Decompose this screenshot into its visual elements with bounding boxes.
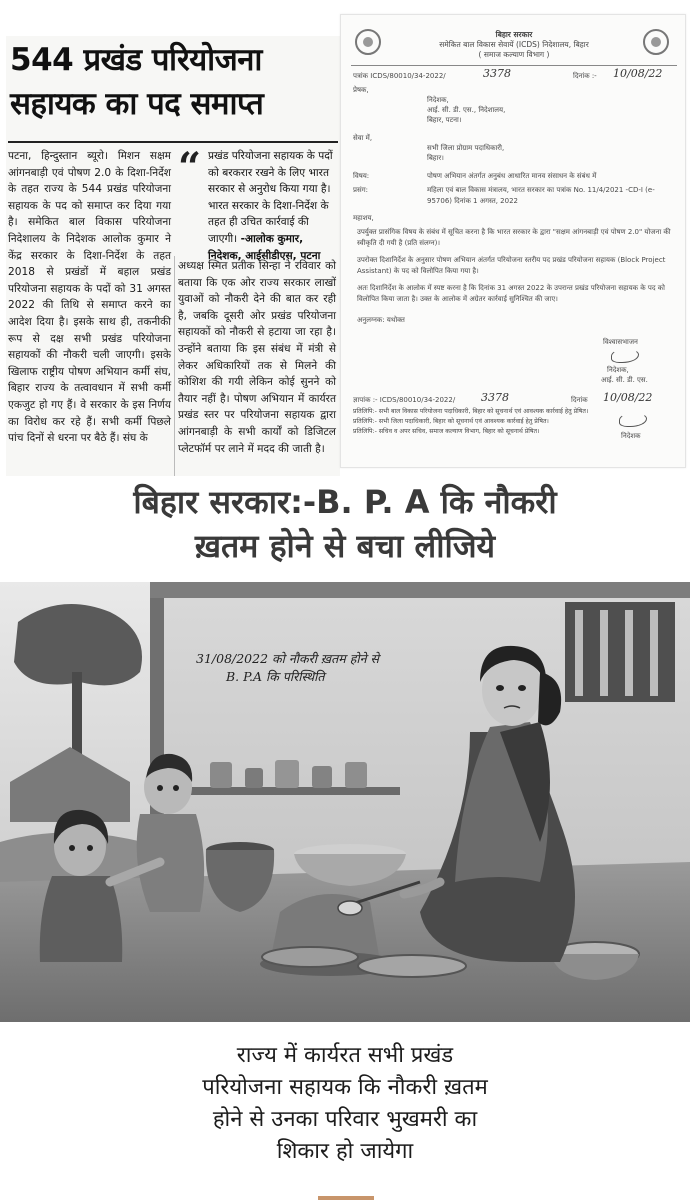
memo-copy-1: प्रतिलिपि:- सभी बाल विकास परियोजना पदाधिकारी, बिहार को सूचनार्थ एवं आवश्यक कार्रवाई हेतु प्रेषित। [353,408,589,415]
clipping-headline [10,38,263,126]
letter-to-2: बिहार। [427,154,444,162]
letterhead-line2: समेकित बाल विकास सेवायें (ICDS) निदेशालय, बिहार [439,40,589,49]
memo-copy-3: प्रतिलिपि:- सचिव व अपर सचिव, समाज कल्याण विभाग, बिहार को सूचनार्थ प्रेषित। [353,428,540,435]
banner-heading [0,476,690,580]
quote-body [208,148,336,264]
footer-line-1: राज्य में कार्यरत सभी प्रखंड [236,1043,454,1068]
memo-date-handwritten: 10/08/22 [603,391,653,404]
signature-icon [611,349,639,363]
column-divider [174,256,175,476]
memo-copy-2: प्रतिलिपि:- सभी जिला पदाधिकारी, बिहार को सूचनार्थ एवं आवश्यक कार्रवाई हेतु प्रेषित। [353,418,549,425]
letterhead-line3: ( समाज कल्याण विभाग ) [478,50,550,59]
clipping-headline-line2: सहायक का पद समाप्त [10,86,264,122]
memo-signature-icon [619,413,647,427]
illustration-caption [196,650,379,686]
letter-date-handwritten: 10/08/22 [613,67,663,80]
letter-from-1: निदेशक, [427,96,449,104]
letter-para-3: अतः दिशानिर्देश के आलोक में स्पष्ट करना है कि दिनांक 31 अगस्त 2022 के उपरान्त प्रखंड परियोजना सहायक के पद को विलोपित किया जाता है। उक्त के आलोक में अग्रेतर कार्रवाई सुनिश्चित की जाए। [357,284,665,303]
government-letter [340,14,686,468]
letter-context-label: प्रसंग: [353,186,369,194]
letter-from-2: आई. सी. डी. एस., निदेशालय, [427,106,506,114]
banner-line-2: ख़तम होने से बचा लीजिये [194,527,496,565]
clipping-rule [8,141,338,143]
letter-ref-handwritten: 3378 [483,67,511,80]
memo-ref-handwritten: 3378 [481,391,509,404]
illustration [0,582,690,1022]
footer-line-2: परियोजना सहायक कि नौकरी ख़तम [202,1075,488,1100]
footer-line-4: शिकार हो जायेगा [276,1139,414,1164]
letter-date-label: दिनांक :- [573,72,597,80]
quote-text: प्रखंड परियोजना सहायक के पदों को बरकरार रखने के लिए भारत सरकार से अनुरोध किया गया है। भारत सरकार के दिशा-निर्देश के तहत ही उचित कार्रवाई की जाएगी। [208,150,333,245]
footer-message [0,1022,690,1200]
clipping-quote [178,144,336,262]
footer-line-3: होने से उनका परिवार भुखमरी का [212,1107,478,1132]
letter-para-2: उपरोक्त दिशानिर्देश के अनुसार पोषण अभियान अंतर्गत परियोजना स्तरीय पद प्रखंड परियोजना सहायक (Block Project Assistant) के पद को विलोपित किया गया है। [357,256,666,275]
letter-para-1: उपर्युक्त प्रासंगिक विषय के संबंध में सूचित करना है कि भारत सरकार के द्वारा "सक्षम आंगनबाड़ी एवं पोषण 2.0" योजना की स्वीकृति दी गयी है (प्रति संलग्न)। [357,228,671,247]
bottom-tab-indicator [318,1196,374,1200]
letterhead-rule [351,65,677,66]
banner-line-1: बिहार सरकार:-B. P. A कि नौकरी [133,483,557,521]
clipping-column-2: अध्यक्ष स्मित प्रतीक सिन्हा ने रविवार को बताया कि एक ओर राज्य सरकार लाखों युवाओं को नौकरी देने की बात कर रही है, जबकि दूसरी ओर प्रखंड परियोजना सहायकों को नौकरी से हटाया जा रहा है। उन्होंने बताया कि इस संबंध में मंत्री से लेकर अधिकारियों तक से मिलने की कोशिश की गयी लेकिन कोई सुनने को तैयार नहीं है। पोषण अभियान में कार्यरत प्रखंड स्तर पर परियोजना सहायक द्वारा आंगनबाड़ी के सभी कार्यों को डिजिटल प्लेटफॉर्म पर लाने में मदद की जाती है। [178,260,336,455]
letter-from-3: बिहार, पटना। [427,116,462,124]
memo-sign-label: निदेशक [621,432,641,440]
letterhead-line1: बिहार सरकार [495,30,533,39]
clipping-column-1: पटना, हिन्दुस्तान ब्यूरो। मिशन सक्षम आंगनबाड़ी एवं पोषण 2.0 के दिशा-निर्देश के तहत राज्य के 544 प्रखंड परियोजना सहायक के पद को समाप्त कर दिया गया है। समेकित बाल विकास परियोजना निदेशालय के निदेशक आलोक कुमार ने केंद्र सरकार के दिशा-निर्देश के तहत 2018 से प्रखंडों में बहाल प्रखंड परियोजना सहायक के पदों को 31 अगस्त 2022 की तिथि से समाप्त करने का आदेश दिया है। इसके साथ ही, तकनीकी रूप से दक्ष सभी प्रखंड परियोजना सहायकों की नौकरी चली जाएगी। इसके खिलाफ राष्ट्रीय पोषण अभियान कर्मी संघ, बिहार राज्य के तत्वावधान में सभी कर्मी एकजुट हो गए हैं। वे सरकार के इस निर्णय का विरोध कर रहे हैं। सभी कर्मी पिछले पांच दिनों से धरना पर बैठे हैं। संघ के [8,150,171,445]
illustration-caption-line2: B. P.A कि परिस्थिति [226,669,325,684]
illustration-caption-line1: 31/08/2022 को नौकरी ख़तम होने से [196,651,379,666]
letter-context: महिला एवं बाल विकास मंत्रालय, भारत सरकार का पत्रांक No. 11/4/2021 -CD-I (e-95706) दिनांक 1 अगस्त, 2022 [427,186,655,205]
letter-closing-2: आई. सी. डी. एस. [601,376,648,384]
letter-closing-1: निदेशक, [607,366,629,374]
letter-subject-label: विषय: [353,172,370,180]
memo-date-label: दिनांक [571,396,588,404]
memo-ref: ज्ञापांक :- ICDS/80010/34-2022/ [353,396,456,404]
state-emblem-icon [355,29,381,55]
letter-ref: पत्रांक ICDS/80010/34-2022/ [353,72,446,80]
icds-logo-icon [643,29,669,55]
kitchen-scene-image [0,582,690,1022]
letter-closing: विश्वासभाजन [603,338,638,346]
letter-to-label: सेवा में, [353,134,373,142]
quote-signature: -आलोक कुमार, निदेशक, आईसीडीएस, पटना [208,232,321,262]
letter-salutation: महाशय, [353,214,374,222]
letter-from-label: प्रेषक, [353,86,369,94]
letter-to-1: सभी जिला प्रोग्राम पदाधिकारी, [427,144,505,152]
newspaper-clipping [6,36,340,476]
clipping-headline-line1: 544 प्रखंड परियोजना [10,42,262,78]
letter-subject: पोषण अभियान अंतर्गत अनुबंध आधारित मानव संसाधन के संबंध में [427,172,597,180]
letter-enclosure: अनुलग्नक: यथोक्त [357,316,405,324]
quote-mark-icon: “ [178,144,202,191]
top-collage [0,0,690,480]
